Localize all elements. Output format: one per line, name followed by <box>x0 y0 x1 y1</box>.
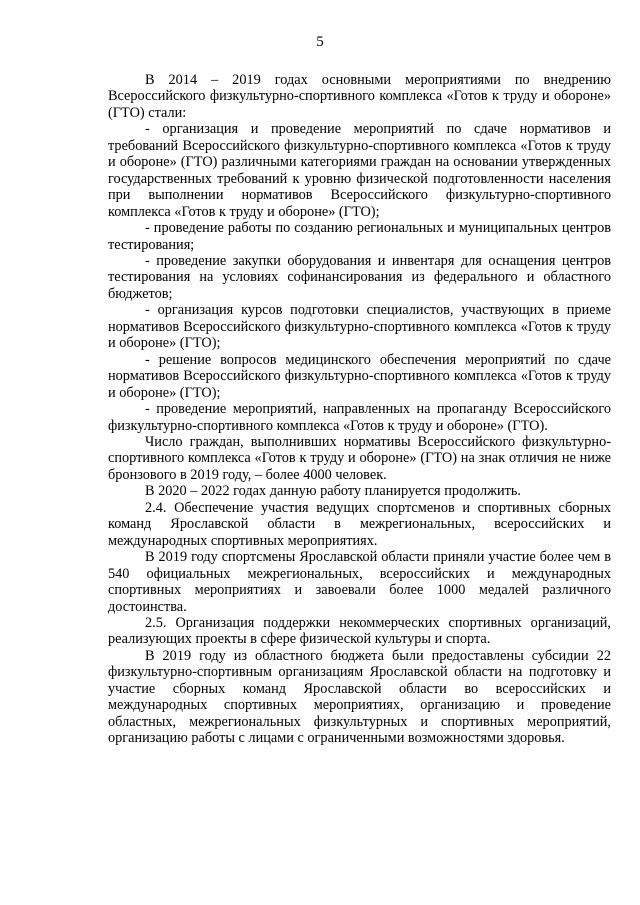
page-number: 5 <box>316 34 324 50</box>
paragraph-2020-2022-plans: В 2020 – 2022 годах данную работу планируется продолжить. <box>145 483 521 500</box>
document-body <box>108 72 611 747</box>
paragraph-intro: В 2014 – 2019 годах основными мероприятиями по внедрению Всероссийского физкультурно-спортивного комплекса «Готов к труду и обороне» (ГТО) стали: <box>108 72 611 121</box>
list-item-promotion: - проведение мероприятий, направленных на пропаганду Всероссийского физкультурно-спортивного комплекса «Готов к труду и обороне» (ГТО). <box>108 401 611 434</box>
paragraph-citizens-count: Число граждан, выполнивших нормативы Всероссийского физкультурно-спортивного комплекса «Готов к труду и обороне» (ГТО) на знак отличия не ниже бронзового в 2019 году, – более 4000 человек. <box>108 433 611 483</box>
list-item-equipment-purchase: - проведение закупки оборудования и инвентаря для оснащения центров тестирования на условиях софинансирования из федерального и областного бюджетов; <box>108 252 611 302</box>
paragraph-2019-subsidies: В 2019 году из областного бюджета были предоставлены субсидии 22 физкультурно-спортивным организациям Ярославской области на подготовку и участие сборных команд Ярославской области во всероссийских и международных спортивных мероприятиях, организацию и проведение областных, межрегиональных физкультурных и спортивных мероприятий, организацию работы с лицами с ограниченными возможностями здоровья. <box>108 647 611 747</box>
list-item-organization-of-events: - организация и проведение мероприятий по сдаче нормативов и требований Всероссийского физкультурно-спортивного комплекса «Готов к труду и обороне» (ГТО) различными категориями граждан на основании утвержденных государственных требований к уровню физической подготовленности населения при выполнении нормативов Всероссийского физкультурно-спортивного комплекса «Готов к труду и обороне» (ГТО); <box>108 121 611 220</box>
section-heading-2-4: 2.4. Обеспечение участия ведущих спортсменов и спортивных сборных команд Ярославской области в межрегиональных, всероссийских и международных спортивных мероприятиях. <box>108 499 611 549</box>
section-heading-2-5: 2.5. Организация поддержки некоммерческих спортивных организаций, реализующих проекты в сфере физической культуры и спорта. <box>108 614 611 648</box>
list-item-medical-support: - решение вопросов медицинского обеспечения мероприятий по сдаче нормативов Всероссийского физкультурно-спортивного комплекса «Готов к труду и обороне» (ГТО); <box>108 351 611 401</box>
list-item-training-courses: - организация курсов подготовки специалистов, участвующих в приеме нормативов Всероссийского физкультурно-спортивного комплекса «Готов к труду и обороне» (ГТО); <box>108 302 611 352</box>
list-item-testing-centers: - проведение работы по созданию региональных и муниципальных центров тестирования; <box>108 220 611 253</box>
paragraph-2019-athletes: В 2019 году спортсмены Ярославской области приняли участие более чем в 540 официальных межрегиональных, всероссийских и международных спортивных мероприятиях и завоевали более 1000 медалей различного достоинства. <box>108 549 611 615</box>
